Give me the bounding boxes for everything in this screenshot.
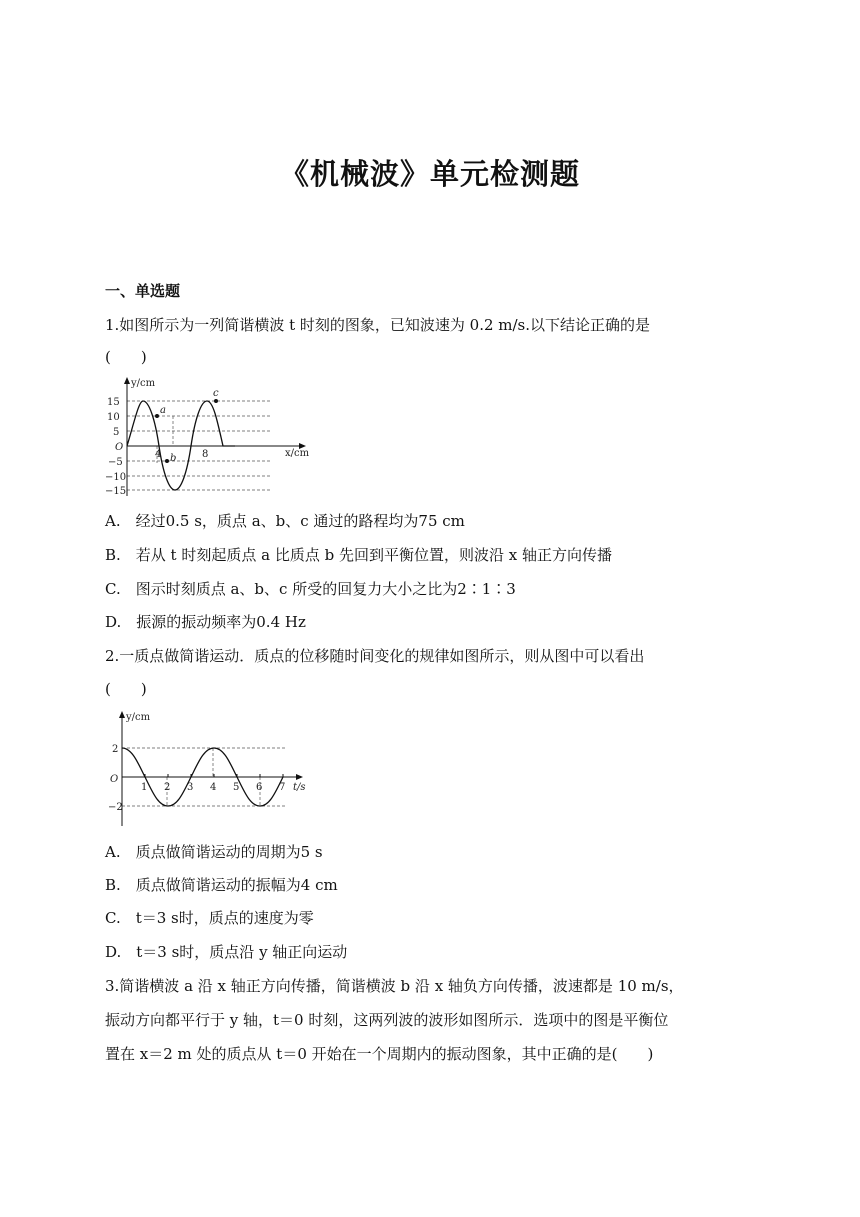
q2-option-d: D. t＝3 s时，质点沿 y 轴正向运动 bbox=[105, 943, 348, 961]
q2-x-axis-label: t/s bbox=[293, 782, 306, 793]
q2-oscillation-figure bbox=[105, 708, 315, 830]
q1-origin-label: O bbox=[115, 442, 124, 453]
q2-ytick-neg2: −2 bbox=[108, 802, 123, 813]
q1-option-c: C. 图示时刻质点 a、b、c 所受的回复力大小之比为2∶1∶3 bbox=[105, 580, 516, 598]
q1-option-d: D. 振源的振动频率为0.4 Hz bbox=[105, 613, 306, 631]
q2-xtick-1: 1 bbox=[141, 782, 148, 793]
q1-x-axis-label: x/cm bbox=[285, 448, 310, 459]
page-title: 《机械波》单元检测题 bbox=[279, 157, 580, 191]
q1-y-axis-label: y/cm bbox=[131, 378, 156, 389]
q2-origin-label: O bbox=[110, 774, 119, 785]
q2-xtick-2: 2 bbox=[164, 782, 171, 793]
q1-xtick-8: 8 bbox=[202, 449, 209, 460]
q1-point-c-label: c bbox=[213, 388, 219, 399]
q1-ytick-neg5: −5 bbox=[108, 457, 123, 468]
q2-option-c: C. t＝3 s时，质点的速度为零 bbox=[105, 909, 314, 927]
q1-ytick-15: 15 bbox=[107, 397, 120, 408]
q1-point-a-label: a bbox=[160, 405, 166, 416]
q2-xtick-6: 6 bbox=[256, 782, 263, 793]
section-heading: 一、单选题 bbox=[105, 282, 181, 300]
q1-ytick-5: 5 bbox=[113, 427, 120, 438]
q1-stem-line1: 1.如图所示为一列简谐横波 t 时刻的图象，已知波速为 0.2 m/s.以下结论正确的是 bbox=[105, 316, 651, 334]
q1-ytick-neg15: −15 bbox=[105, 486, 127, 497]
q2-stem-line1: 2.一质点做简谐运动．质点的位移随时间变化的规律如图所示，则从图中可以看出 bbox=[105, 647, 645, 665]
q2-stem-line2: ( ) bbox=[105, 680, 147, 698]
q1-option-b: B. 若从 t 时刻起质点 a 比质点 b 先回到平衡位置，则波沿 x 轴正方向传播 bbox=[105, 546, 612, 564]
q1-ytick-neg10: −10 bbox=[105, 472, 127, 483]
q2-xtick-3: 3 bbox=[187, 782, 194, 793]
q2-xtick-4: 4 bbox=[210, 782, 217, 793]
q2-option-b: B. 质点做简谐运动的振幅为4 cm bbox=[105, 876, 338, 894]
q3-line1: 3.简谐横波 a 沿 x 轴正方向传播，简谐横波 b 沿 x 轴负方向传播，波速都是 10 m/s， bbox=[105, 977, 684, 995]
q1-stem-line2: ( ) bbox=[105, 348, 147, 366]
q3-line3: 置在 x＝2 m 处的质点从 t＝0 开始在一个周期内的振动图象，其中正确的是( ) bbox=[105, 1045, 654, 1063]
q2-y-axis-label: y/cm bbox=[126, 712, 151, 723]
q3-line2: 振动方向都平行于 y 轴，t＝0 时刻，这两列波的波形如图所示．选项中的图是平衡位 bbox=[105, 1011, 669, 1029]
q1-option-a: A. 经过0.5 s，质点 a、b、c 通过的路程均为75 cm bbox=[105, 512, 465, 530]
q2-option-a: A. 质点做简谐运动的周期为5 s bbox=[105, 843, 323, 861]
q2-ytick-2: 2 bbox=[112, 744, 119, 755]
q1-xtick-4: 4 bbox=[155, 449, 162, 460]
q1-wave-figure bbox=[105, 374, 320, 499]
q1-ytick-10: 10 bbox=[107, 412, 120, 423]
q1-point-b-label: b bbox=[170, 453, 177, 464]
q2-xtick-5: 5 bbox=[233, 782, 240, 793]
q2-xtick-7: 7 bbox=[279, 782, 286, 793]
